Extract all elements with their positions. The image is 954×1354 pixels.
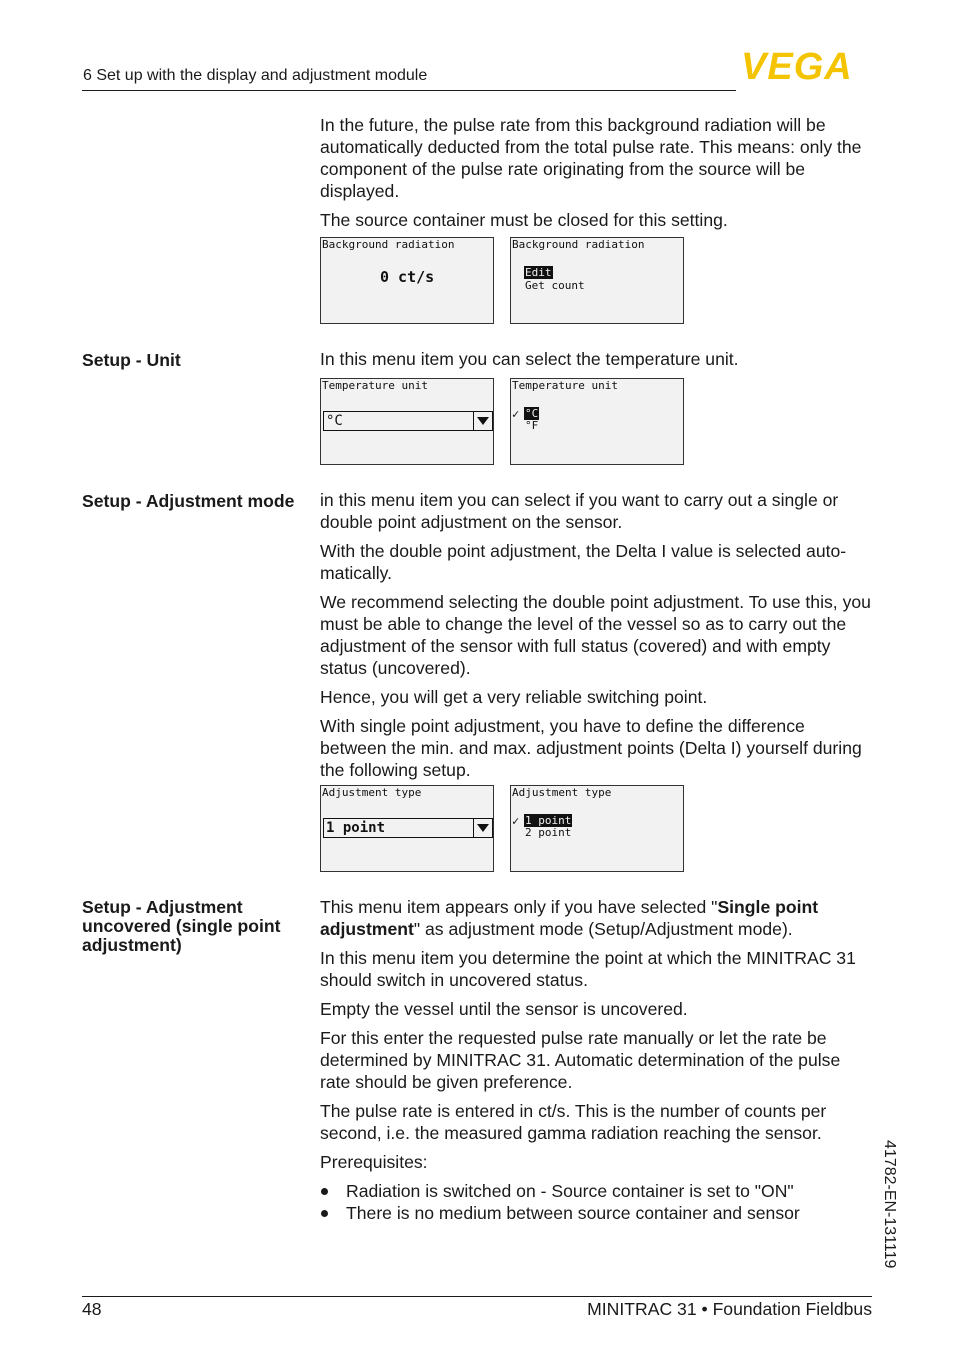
- paragraph: In this menu item you can select the temperature unit.: [320, 349, 739, 369]
- lcd-title: Adjustment type: [512, 786, 612, 799]
- dropdown-arrow-icon: [473, 412, 492, 430]
- paragraph: The source container must be closed for this setting.: [320, 210, 728, 230]
- document-number: 41782-EN-131119: [881, 1140, 898, 1269]
- lcd-title: Adjustment type: [322, 786, 422, 799]
- lcd-dropdown-value: 1 point: [326, 820, 386, 836]
- paragraph: Empty the vessel until the sensor is uncovered.: [320, 999, 688, 1019]
- paragraph: In this menu item you determine the point at which the MINITRAC 31 should switch in uncovered status.: [320, 948, 856, 990]
- lcd-dropdown-value: °C: [326, 413, 343, 429]
- unit-text: [320, 348, 872, 377]
- lcd-option: Get count: [525, 279, 585, 292]
- running-header: 6 Set up with the display and adjustment module: [83, 67, 428, 84]
- paragraph: With the double point adjustment, the Delta I value is selected auto-matically.: [320, 541, 847, 583]
- lcd-option-selected: Edit: [525, 266, 552, 279]
- product-name: MINITRAC 31 • Foundation Fieldbus: [587, 1299, 872, 1319]
- paragraph: in this menu item you can select if you want to carry out a single or double point adjustment on the sensor.: [320, 490, 839, 532]
- prerequisites-list: [320, 1180, 872, 1224]
- vega-logo: [741, 46, 872, 88]
- section-label-unit: Setup - Unit: [82, 350, 181, 370]
- lcd-title: Temperature unit: [512, 379, 618, 392]
- lcd-title: Background radiation: [512, 238, 645, 251]
- paragraph: With single point adjustment, you have to define the difference between the min. and max. adjustment points (Delta I) yourself during the following setup.: [320, 716, 862, 780]
- list-item: There is no medium between source container and sensor: [320, 1202, 872, 1224]
- header-rule: [82, 90, 736, 91]
- adjustment-uncovered-text: [320, 896, 872, 1224]
- lcd-title: Background radiation: [322, 238, 455, 251]
- checkmark-icon: ✓: [512, 407, 520, 421]
- section-label-adjustment-mode: Setup - Adjustment mode: [82, 491, 295, 511]
- lcd-option-selected: °C: [525, 407, 539, 420]
- paragraph: In the future, the pulse rate from this background radiation will be automatically deducted from the total pulse rate. This means: only the component of the pulse rate originating from the source will be displayed.: [320, 115, 862, 201]
- paragraph: We recommend selecting the double point adjustment. To use this, you must be able to change the level of the vessel so as to carry out the adjustment of the sensor with full status (covered) and with empty status (uncovered).: [320, 592, 871, 678]
- section-label-adjustment-uncovered: Setup - Adjustment uncovered (single point adjustment): [82, 897, 281, 955]
- text-fragment: " as adjustment mode (Setup/Adjustment mode).: [413, 919, 793, 939]
- list-item: Radiation is switched on - Source container is set to "ON": [320, 1180, 872, 1202]
- lcd-screen-unit-select: [320, 378, 494, 465]
- lcd-dropdown: [323, 411, 493, 431]
- paragraph: The pulse rate is entered in ct/s. This is the number of counts per second, i.e. the measured gamma radiation reaching the sensor.: [320, 1101, 827, 1143]
- paragraph: Prerequisites:: [320, 1152, 428, 1172]
- bold-term: Single point adjustment: [320, 897, 819, 939]
- paragraph-selection-hint: [320, 896, 872, 940]
- footer-rule: [82, 1296, 872, 1297]
- lcd-screen-background-value: [320, 237, 494, 324]
- lcd-value: 0 ct/s: [380, 268, 435, 286]
- text-fragment: This menu item appears only if you have selected ": [320, 897, 718, 917]
- lcd-screen-adjustment-list: [510, 785, 684, 872]
- lcd-screen-adjustment-select: [320, 785, 494, 872]
- checkmark-icon: ✓: [512, 814, 520, 828]
- lcd-screen-background-menu: [510, 237, 684, 324]
- intro-text: [320, 114, 872, 238]
- lcd-dropdown: [323, 818, 493, 838]
- lcd-screen-unit-list: [510, 378, 684, 465]
- lcd-option-selected: 1 point: [525, 814, 572, 827]
- paragraph: Hence, you will get a very reliable switching point.: [320, 687, 708, 707]
- lcd-title: Temperature unit: [322, 379, 428, 392]
- page-number: 48: [82, 1299, 102, 1319]
- adjustment-mode-text: [320, 489, 872, 788]
- lcd-option: °F: [525, 419, 539, 432]
- lcd-option: 2 point: [525, 826, 572, 839]
- logo-text: VEGA: [741, 46, 853, 88]
- paragraph: For this enter the requested pulse rate manually or let the rate be determined by MINITRAC 31. Automatic determination of the pulse rate should be given preference.: [320, 1028, 841, 1092]
- dropdown-arrow-icon: [473, 819, 492, 837]
